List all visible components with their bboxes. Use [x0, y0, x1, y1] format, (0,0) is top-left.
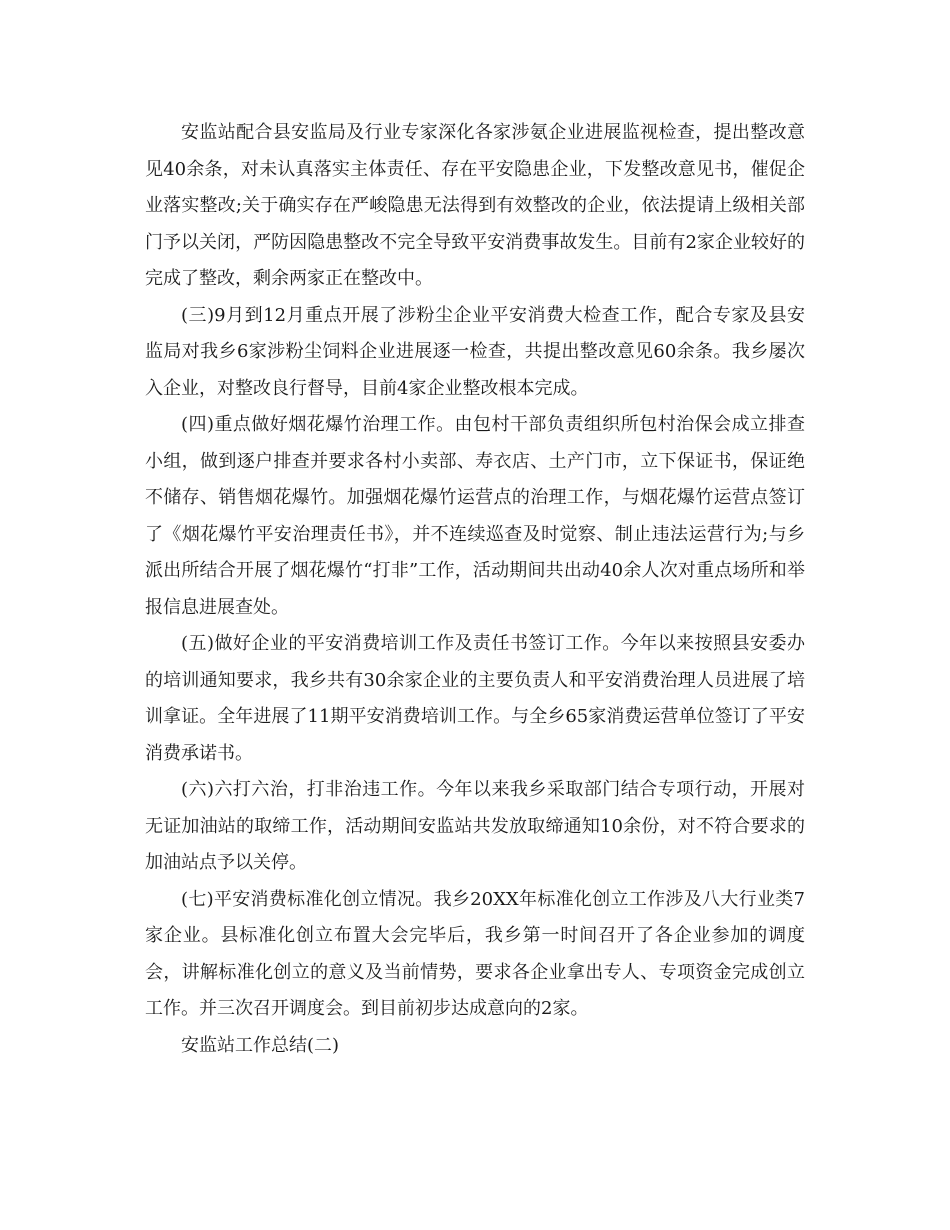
paragraph-dust-enterprises: (三)9月到12月重点开展了涉粉尘企业平安消费大检查工作，配合专家及县安监局对我乡6家涉粉尘饲料企业进展逐一检查，共提出整改意见60余条。我乡屡次入企业，对整改良行督导，目前4家企业整改根本完成。 [145, 304, 805, 399]
section-heading: 安监站工作总结(二) [181, 1034, 340, 1056]
paragraph-training: (五)做好企业的平安消费培训工作及责任书签订工作。今年以来按照县安委办的培训通知要求，我乡共有30余家企业的主要负责人和平安消费治理人员进展了培训拿证。全年进展了11期平安消费培训工作。与全乡65家消费运营单位签订了平安消费承诺书。 [145, 633, 805, 764]
paragraph-standardization: (七)平安消费标准化创立情况。我乡20XX年标准化创立工作涉及八大行业类7家企业。县标准化创立布置大会完毕后，我乡第一时间召开了各企业参加的调度会，讲解标准化创立的意义及当前情势，要求各企业拿出专人、专项资金完成创立工作。并三次召开调度会。到目前初步达成意向的2家。 [145, 888, 805, 1019]
paragraph-fireworks: (四)重点做好烟花爆竹治理工作。由包村干部负责组织所包村治保会成立排查小组，做到逐户排查并要求各村小卖部、寿衣店、土产门市，立下保证书，保证绝不储存、销售烟花爆竹。加强烟花爆竹运营点的治理工作，与烟花爆竹运营点签订了《烟花爆竹平安治理责任书》，并不连续巡查及时觉察、制止违法运营行为;与乡派出所结合开展了烟花爆竹“打非”工作，活动期间共出动40余人次对重点场所和举报信息进展查处。 [145, 414, 805, 618]
paragraph-inspection-ammonia: 安监站配合县安监局及行业专家深化各家涉氨企业进展监视检查，提出整改意见40余条，对未认真落实主体责任、存在平安隐患企业，下发整改意见书，催促企业落实整改;关于确实存在严峻隐患无法得到有效整改的企业，依法提请上级相关部门予以关闭，严防因隐患整改不完全导致平安消费事故发生。目前有2家企业较好的完成了整改，剩余两家正在整改中。 [145, 122, 805, 289]
document-body [145, 115, 805, 1064]
paragraph-six-strikes: (六)六打六治，打非治违工作。今年以来我乡采取部门结合专项行动，开展对无证加油站的取缔工作，活动期间安监站共发放取缔通知10余份，对不符合要求的加油站点予以关停。 [145, 779, 805, 873]
